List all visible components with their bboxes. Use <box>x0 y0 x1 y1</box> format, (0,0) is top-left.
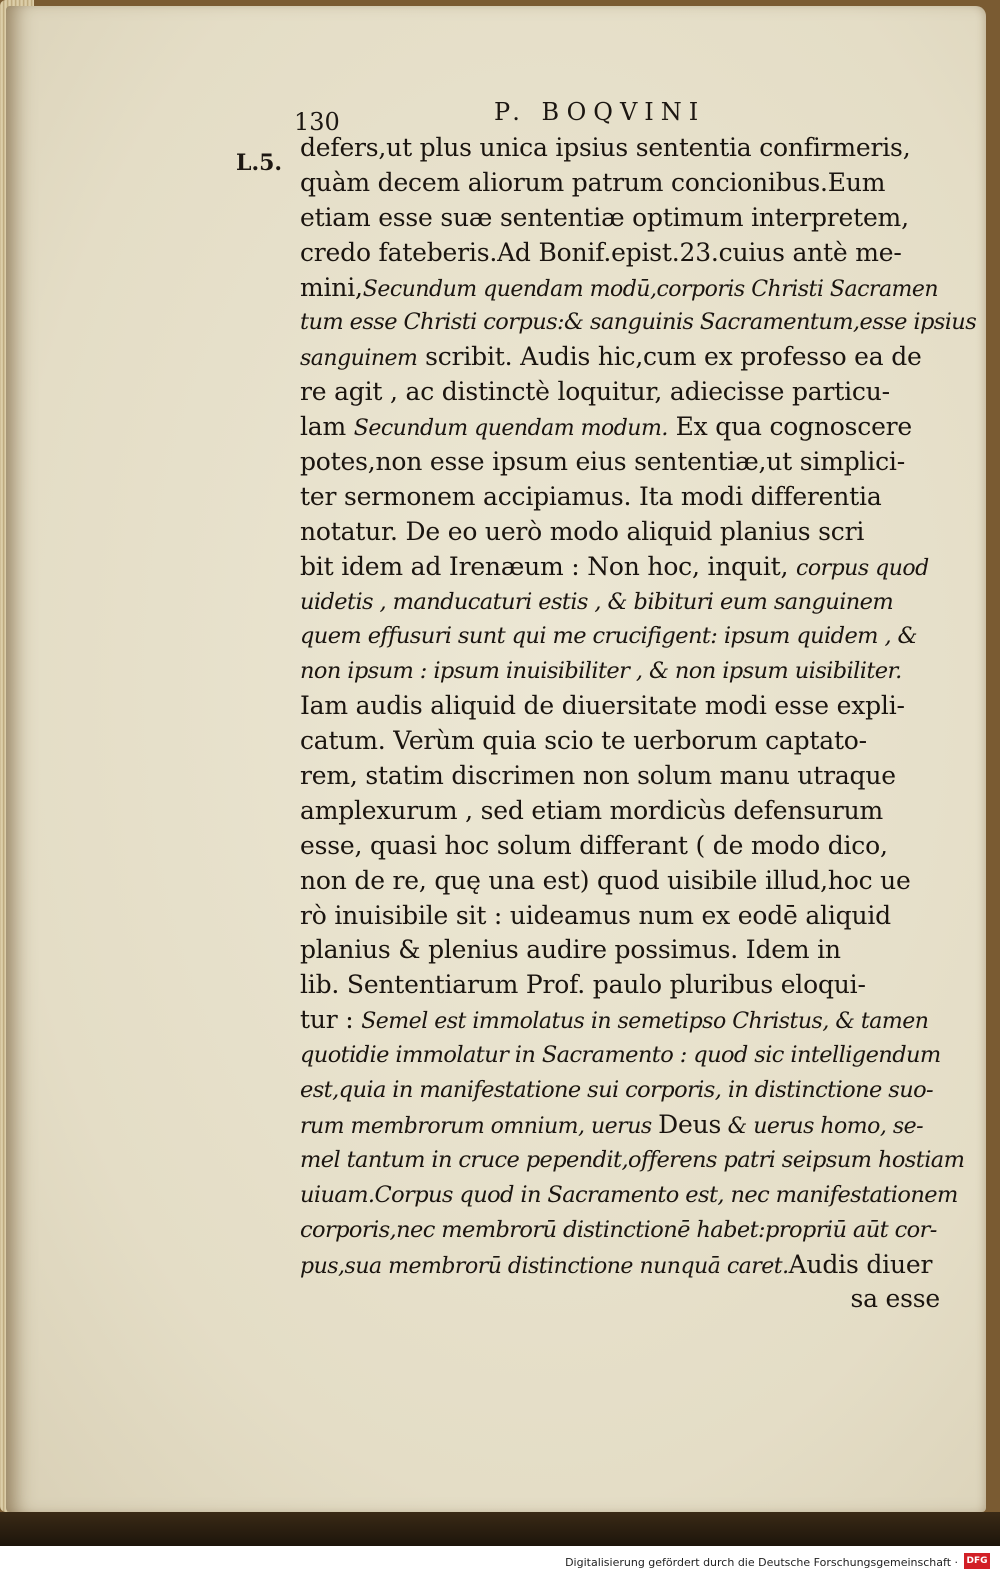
roman-segment: catum. Verùm quia scio te uerborum captato- <box>300 726 867 756</box>
roman-segment: etiam esse suæ sententiæ optimum interpretem, <box>300 202 909 232</box>
roman-segment: scribit. Audis hic,cum ex professo ea de <box>417 342 922 372</box>
text-line <box>300 1003 940 1038</box>
italic-segment: Semel est immolatus in semetipso Christus, & tamen <box>361 1009 929 1035</box>
text-line <box>300 375 940 410</box>
roman-segment: bit idem ad Irenæum : Non hoc, inquit, <box>300 551 796 581</box>
roman-segment: re agit , ac distinctè loquitur, adiecisse particu- <box>300 377 890 407</box>
text-line <box>300 515 940 550</box>
text-line <box>300 1073 940 1108</box>
text-line <box>300 1248 940 1283</box>
signature-mark: L.5. <box>236 150 283 176</box>
italic-segment: sanguinem <box>300 346 418 372</box>
text-line <box>300 1108 940 1143</box>
text-line <box>300 236 940 271</box>
italic-segment: corporis,nec membrorū distinctionē habet:propriū aūt cor- <box>300 1216 937 1243</box>
text-line <box>300 968 940 1003</box>
roman-segment: ter sermonem accipiamus. Ita modi differentia <box>300 481 882 511</box>
running-head: P. BOQVINI <box>494 98 706 126</box>
roman-segment: sa esse <box>850 1284 940 1314</box>
italic-segment: tum esse Christi corpus:& sanguinis Sacramentum,esse ipsius <box>300 309 977 336</box>
italic-segment: mel tantum in cruce pependit,offerens patri seipsum hostiam <box>300 1146 965 1173</box>
roman-segment: defers,ut plus unica ipsius sententia confirmeris, <box>300 133 911 162</box>
roman-segment: notatur. De eo uerò modo aliquid planius scri <box>300 516 865 546</box>
text-line <box>300 410 940 445</box>
page-header <box>294 98 934 136</box>
roman-segment: credo fateberis.Ad Bonif.epist.23.cuius antè me- <box>300 237 902 267</box>
roman-segment: rò inuisibile sit : uideamus num ex eodē aliquid <box>300 900 891 930</box>
text-line <box>300 619 940 654</box>
italic-segment: rum membrorum omnium, uerus <box>300 1113 659 1139</box>
text-line <box>300 1213 940 1248</box>
italic-segment: non ipsum : ipsum inuisibiliter , & non ipsum uisibiliter. <box>300 658 902 685</box>
italic-segment: est,quia in manifestatione sui corporis, in distinctione suo- <box>300 1077 934 1104</box>
body-text <box>300 131 977 1317</box>
roman-segment: Iam audis aliquid de diuersitate modi esse expli- <box>300 691 905 721</box>
text-line <box>300 340 940 375</box>
text-line <box>300 689 940 724</box>
text-line <box>300 1143 965 1178</box>
italic-segment: uidetis , manducaturi estis , & bibituri eum sanguinem <box>300 588 894 615</box>
roman-segment: Audis diuer <box>788 1249 933 1279</box>
page-number: 130 <box>294 108 340 136</box>
text-line <box>300 933 940 968</box>
roman-segment: Deus <box>658 1109 722 1139</box>
italic-segment: uiuam.Corpus quod in Sacramento est, nec manifestationem <box>300 1181 958 1208</box>
roman-segment: potes,non esse ipsum eius sententiæ,ut simplici- <box>300 447 905 477</box>
text-line <box>300 759 940 794</box>
roman-segment: quàm decem aliorum patrum concionibus.Eum <box>300 167 886 197</box>
roman-segment: non de re, quę una est) quod uisibile illud,hoc ue <box>300 865 911 895</box>
text-line <box>300 271 940 306</box>
text-line <box>300 1282 940 1317</box>
text-line <box>300 131 940 166</box>
roman-segment: rem, statim discrimen non solum manu utraque <box>300 761 896 791</box>
roman-segment: planius & plenius audire possimus. Idem in <box>300 935 841 965</box>
text-line <box>300 201 940 236</box>
text-line <box>300 585 940 620</box>
italic-segment: pus,sua membrorū distinctione nunquā caret. <box>300 1253 789 1279</box>
roman-segment: Ex qua cognoscere <box>667 412 913 442</box>
italic-segment: Secundum quendam modū,corporis Christi Sacramen <box>362 276 939 302</box>
text-line <box>300 305 977 340</box>
book-bottom-edge <box>0 1512 1000 1546</box>
text-line <box>300 166 940 201</box>
roman-segment: lam <box>300 412 354 442</box>
roman-segment: esse, quasi hoc solum differant ( de modo dico, <box>300 830 888 860</box>
text-line <box>300 445 940 480</box>
text-line <box>300 829 940 864</box>
text-line <box>300 864 940 899</box>
footer-bar <box>0 1546 1000 1580</box>
italic-segment: quotidie immolatur in Sacramento : quod sic intelligendum <box>300 1042 941 1069</box>
italic-segment: quem effusuri sunt qui me crucifigent: ipsum quidem , & <box>300 623 917 650</box>
roman-segment: mini, <box>300 272 363 302</box>
roman-segment: lib. Sententiarum Prof. paulo pluribus eloqui- <box>300 970 866 1000</box>
text-line <box>300 654 940 689</box>
text-line <box>300 794 940 829</box>
text-line <box>300 724 940 759</box>
dfg-logo: DFG <box>964 1553 990 1569</box>
italic-segment: Secundum quendam modum. <box>353 416 668 442</box>
text-line <box>300 480 940 515</box>
text-line <box>300 550 940 585</box>
text-line <box>300 899 940 934</box>
italic-segment: & uerus homo, se- <box>721 1113 924 1139</box>
italic-segment: corpus quod <box>796 555 929 581</box>
roman-segment: amplexurum , sed etiam mordicùs defensurum <box>300 795 883 825</box>
funding-credit: Digitalisierung gefördert durch die Deutsche Forschungsgemeinschaft · <box>565 1556 958 1569</box>
roman-segment: tur : <box>300 1005 362 1035</box>
text-line <box>300 1178 958 1213</box>
text-line <box>300 1038 940 1073</box>
